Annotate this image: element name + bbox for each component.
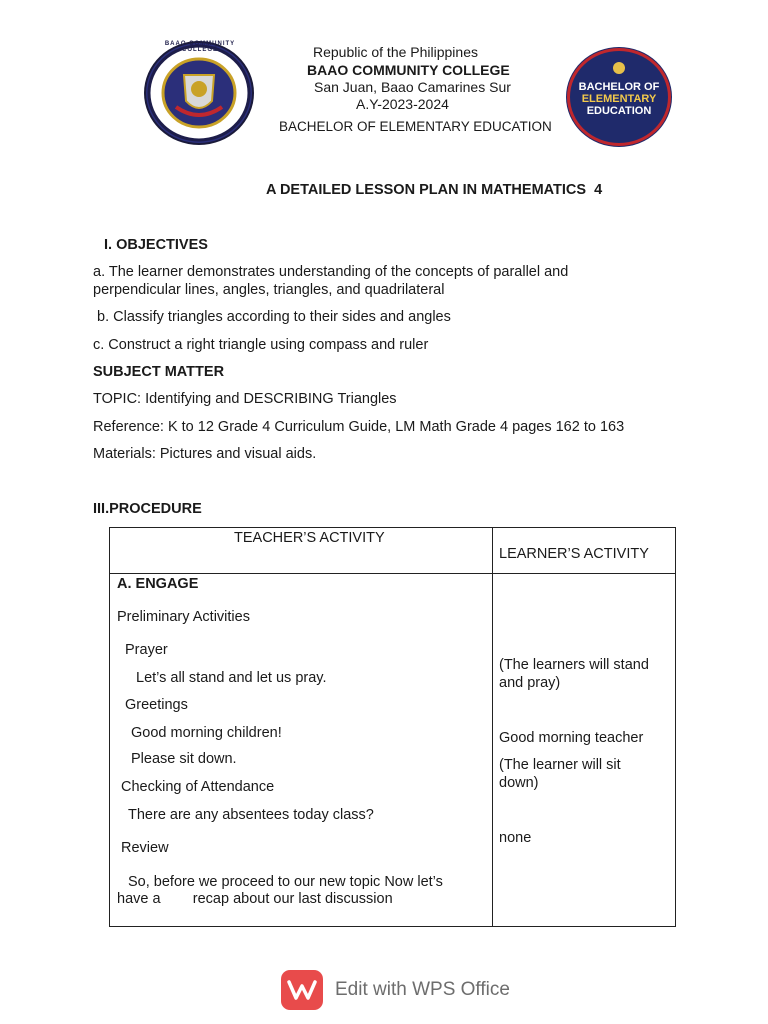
learner-activity-cell (493, 574, 676, 927)
learner-absent: none (499, 830, 532, 846)
objective-a: a. The learner demonstrates understanding of the concepts of parallel and perpendicular lines, angles, triangles, and quadrilateral (93, 264, 569, 298)
beed-logo-line1: BACHELOR OF (578, 81, 660, 93)
teacher-prelim: Preliminary Activities (117, 609, 250, 625)
teacher-greet-line: Good morning children! (131, 725, 282, 741)
procedure-heading: III.PROCEDURE (93, 501, 202, 517)
teacher-activity-cell (110, 574, 493, 927)
learner-sit: (The learner will sit down) (499, 757, 621, 791)
learner-pray: (The learners will stand and pray) (499, 657, 649, 691)
teacher-attendance-line: There are any absentees today class? (128, 807, 374, 823)
teacher-review: Review (121, 840, 169, 856)
lesson-plan-title: A DETAILED LESSON PLAN IN MATHEMATICS 4 (266, 182, 603, 198)
learner-column-header (493, 528, 676, 574)
wps-edit-text: Edit with WPS Office (335, 979, 510, 1000)
subject-matter-heading: SUBJECT MATTER (93, 364, 225, 380)
teacher-column-header (110, 528, 493, 574)
header-republic: Republic of the Philippines (313, 44, 478, 60)
learner-activity-header: LEARNER’S ACTIVITY (499, 546, 649, 562)
beed-logo-emblem-icon (613, 62, 625, 74)
header-address: San Juan, Baao Camarines Sur (314, 79, 511, 95)
teacher-review-line2: have a recap about our last discussion (117, 891, 393, 907)
teacher-attendance: Checking of Attendance (121, 779, 275, 795)
subject-topic: TOPIC: Identifying and DESCRIBING Triangles (93, 391, 397, 407)
teacher-review-line1: So, before we proceed to our new topic Now let’s (128, 874, 443, 890)
wps-w-glyph-icon (287, 979, 317, 1001)
header-college-name: BAAO COMMUNITY COLLEGE (307, 62, 510, 78)
seal-ring-text: BAAO COMMUNITY COLLEGE (164, 41, 236, 53)
objective-b: b. Classify triangles according to their sides and angles (93, 309, 451, 325)
header-academic-year: A.Y-2023-2024 (356, 96, 449, 112)
college-seal-logo (146, 43, 252, 143)
objectives-heading: I. OBJECTIVES (104, 237, 208, 253)
objective-c: c. Construct a right triangle using compass and ruler (93, 337, 429, 353)
beed-logo-line2: ELEMENTARY (581, 93, 657, 105)
learner-greet: Good morning teacher (499, 730, 644, 746)
subject-reference: Reference: K to 12 Grade 4 Curriculum Guide, LM Math Grade 4 pages 162 to 163 (93, 419, 625, 435)
subject-materials: Materials: Pictures and visual aids. (93, 446, 317, 462)
beed-logo (567, 48, 671, 146)
header-program: BACHELOR OF ELEMENTARY EDUCATION (279, 119, 552, 134)
teacher-greetings: Greetings (125, 697, 188, 713)
wps-logo-icon (281, 970, 323, 1010)
procedure-table (109, 527, 676, 927)
teacher-activity-header: TEACHER’S ACTIVITY (234, 530, 385, 546)
table-header-row (110, 528, 676, 574)
beed-logo-line3: EDUCATION (586, 105, 652, 117)
teacher-prayer-line: Let’s all stand and let us pray. (136, 670, 327, 686)
table-row (110, 574, 676, 927)
engage-heading: A. ENGAGE (117, 576, 199, 592)
college-seal-graphic (146, 43, 252, 143)
wps-office-watermark[interactable] (281, 970, 510, 1010)
teacher-prayer: Prayer (125, 642, 168, 658)
teacher-sit-line: Please sit down. (131, 751, 237, 767)
